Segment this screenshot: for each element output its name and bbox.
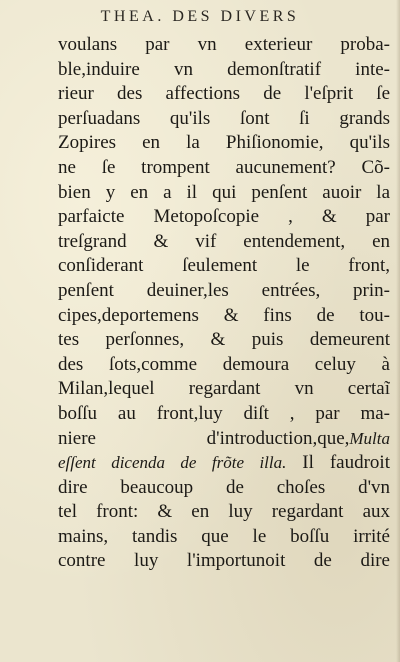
text-run: Il faudroit [286, 452, 390, 474]
text-line: contre luy l'importunoit de dire [58, 550, 390, 572]
italic-quote-start: Multa [349, 428, 390, 448]
text-line-with-italic [58, 451, 390, 476]
text-line: cipes,deportemens & fins de tou- [58, 304, 390, 326]
text-run: niere d'introduction,que, [58, 427, 350, 449]
text-line: dire beaucoup de choſes d'vn [58, 476, 390, 498]
page-edge-shadow [396, 0, 400, 662]
italic-quote-end: eſſent dicenda de frõte illa. [58, 453, 287, 473]
text-line: conſiderant ſeulement le front, [58, 255, 390, 277]
text-block [58, 33, 390, 574]
text-line: tes perſonnes, & puis demeurent [58, 329, 390, 351]
text-line: penſent deuiner,les entrées, prin- [58, 279, 390, 301]
running-head: THEA. DES DIVERS [100, 8, 300, 25]
text-line: tel front: & en luy regardant aux [58, 501, 390, 523]
text-line: voulans par vn exterieur proba- [58, 34, 390, 55]
text-line: bien y en a il qui penſent auoir la [58, 181, 390, 203]
text-line: mains, tandis que le boſſu irrité [58, 525, 390, 547]
text-line: Zopires en la Phiſionomie, qu'ils [58, 132, 390, 154]
text-line: boſſu au front,luy diſt , par ma- [58, 402, 390, 424]
text-line: ble,induire vn demonſtratif inte- [58, 58, 390, 80]
text-line: ne ſe trompent aucunement? Cõ- [58, 156, 390, 178]
text-line: treſgrand & vif entendement, en [58, 230, 390, 252]
text-line: Milan,lequel regardant vn certaĩ [58, 378, 390, 400]
text-line-with-italic [58, 427, 390, 452]
text-line: perſuadans qu'ils ſont ſi grands [58, 107, 390, 129]
text-line: parfaicte Metopoſcopie , & par [58, 206, 390, 228]
text-line: rieur des affections de l'eſprit ſe [58, 83, 390, 105]
text-line: des ſots,comme demoura celuy à [58, 353, 390, 375]
